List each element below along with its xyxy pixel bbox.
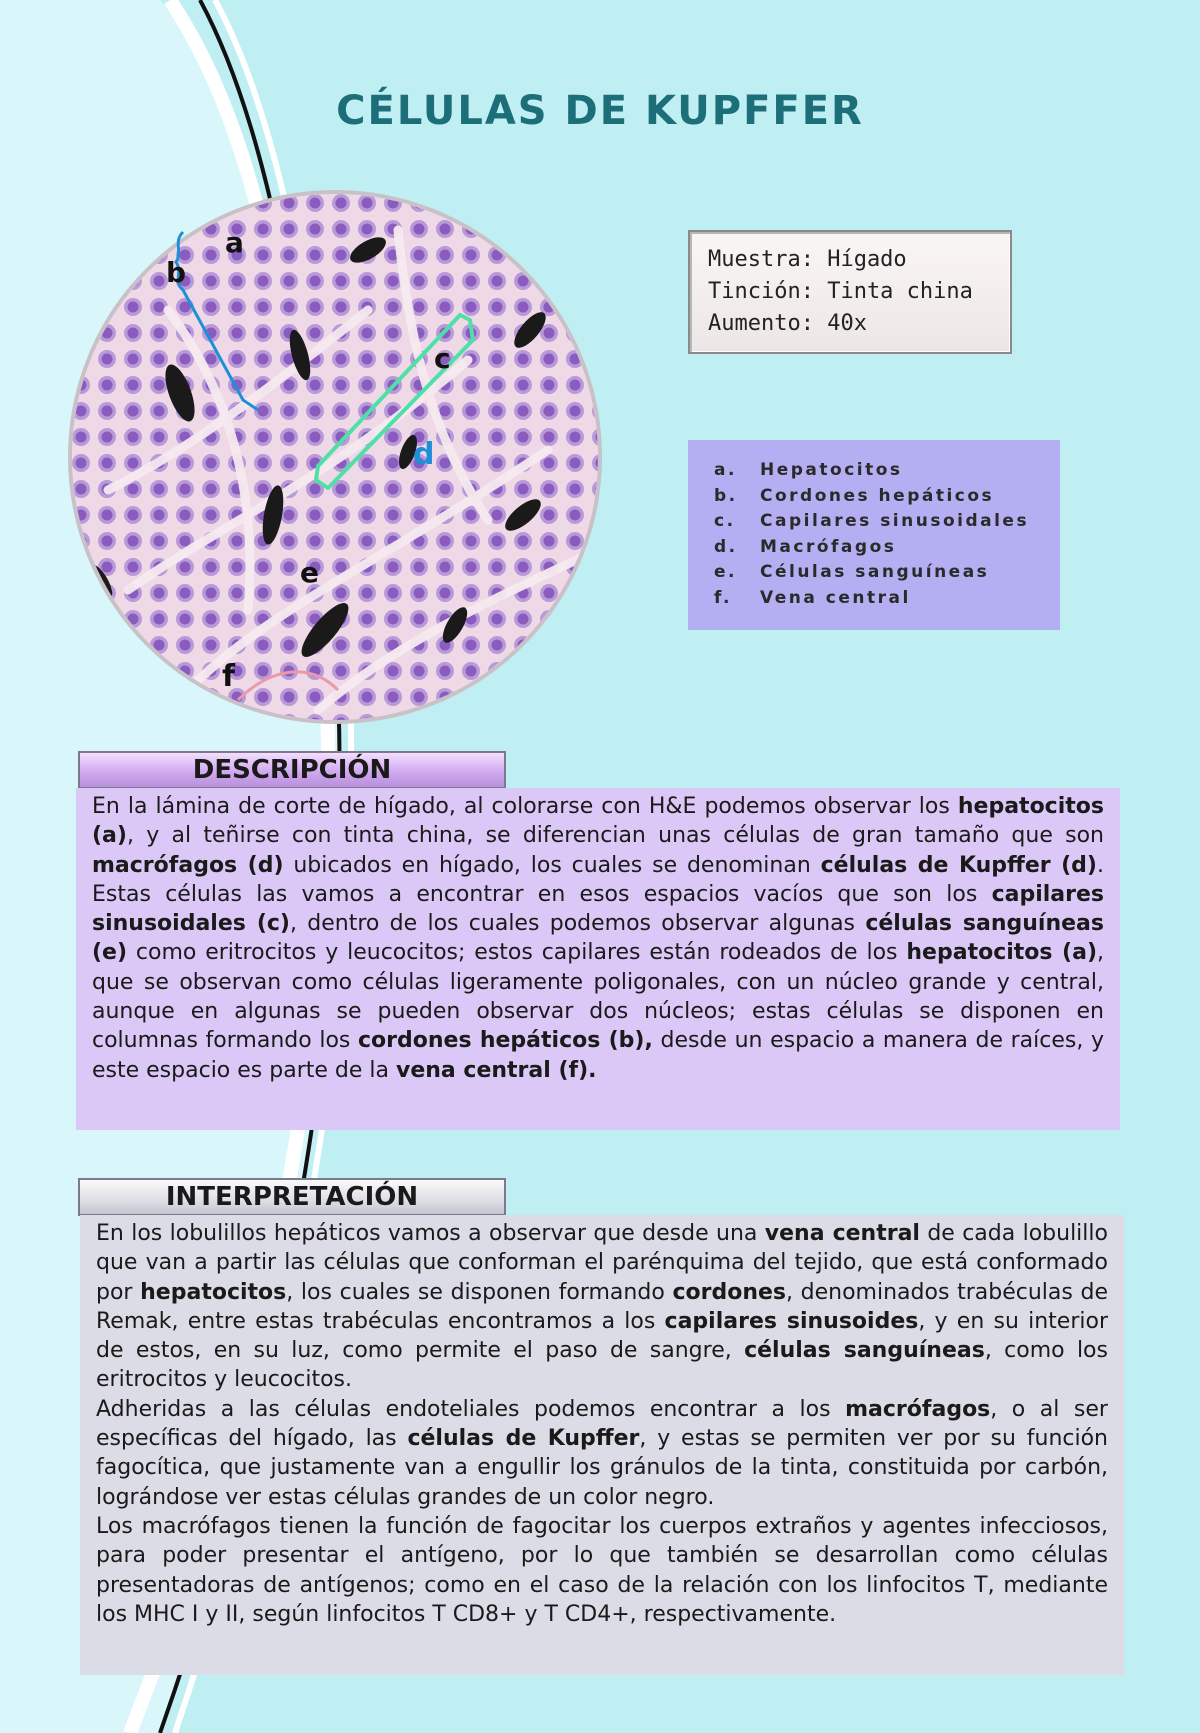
text-run: , y al teñirse con tinta china, se diferencian unas células de gran tamaño que son — [126, 823, 1104, 849]
bold-term: células de Kupffer — [407, 1426, 640, 1452]
interpretation-header: INTERPRETACIÓN — [78, 1178, 506, 1216]
bold-term: vena central (f). — [395, 1057, 597, 1083]
text-run: En los lobulillos hepáticos vamos a observar que desde una — [96, 1221, 765, 1246]
legend-key: f. — [714, 587, 732, 608]
micro-label-d: d — [413, 437, 435, 472]
description-panel — [76, 788, 1120, 1130]
legend-item — [714, 484, 1034, 510]
bold-term: células de Kupffer (d) — [820, 852, 1097, 878]
sample-stain: Tinción: Tinta china — [708, 279, 973, 304]
interpretation-paragraph-2 — [96, 1395, 1108, 1512]
legend-key: e. — [714, 562, 737, 583]
bold-term: macrófagos — [845, 1396, 991, 1422]
legend-key: c. — [714, 511, 736, 532]
legend-item — [714, 586, 1034, 612]
bold-term: células sanguíneas (e) — [92, 911, 1105, 966]
bold-term: cordones hepáticos (b), — [358, 1028, 653, 1054]
micro-label-c: c — [434, 342, 451, 375]
legend-item — [714, 560, 1034, 586]
interpretation-panel — [80, 1215, 1124, 1675]
text-run: , dentro de los cuales podemos observar algunas — [289, 911, 866, 937]
legend-key: d. — [714, 536, 738, 557]
legend-label: Vena central — [760, 587, 911, 608]
bold-term: capilares sinusoides — [664, 1308, 919, 1334]
bold-term: hepatocitos — [140, 1279, 287, 1305]
description-text — [92, 792, 1104, 1085]
text-run: , o al ser específicas del hígado, las — [96, 1396, 1108, 1452]
bold-term: capilares sinusoidales (c) — [92, 881, 1104, 937]
text-run: , como los eritrocitos y leucocitos. — [96, 1338, 1108, 1393]
bold-term: células sanguíneas — [744, 1338, 985, 1364]
text-run: En la lámina de corte de hígado, al colorarse con H&E podemos observar los — [92, 794, 958, 819]
micro-label-f: f — [222, 659, 236, 694]
interpretation-paragraph-1 — [96, 1219, 1108, 1395]
legend-key: b. — [714, 485, 738, 506]
bold-term: hepatocitos (a) — [906, 940, 1098, 966]
legend-item — [714, 535, 1034, 561]
text-run: Adheridas a las células endoteliales podemos encontrar a los — [96, 1396, 846, 1422]
text-run: como eritrocitos y leucocitos; estos capilares están rodeados de los — [127, 940, 907, 966]
text-run: , y estas se permiten ver por su función fagocítica, que justamente van a engullir los gránulos de la tinta, constituida por carbón, lográndose ver estas células grandes de un color negro. — [96, 1426, 1108, 1510]
text-run: desde un espacio a manera de raíces, y este espacio es parte de la — [92, 1028, 1104, 1083]
text-run: , los cuales se disponen formando — [286, 1279, 673, 1305]
micro-label-e: e — [300, 556, 319, 589]
text-run: . Estas células las vamos a encontrar en esos espacios vacíos que son los — [92, 852, 1104, 907]
sample-info-box — [688, 230, 1012, 354]
legend-item — [714, 509, 1034, 535]
text-run: , y en su interior de estos, en su luz, como permite el paso de sangre, — [96, 1308, 1109, 1364]
legend-item — [714, 458, 1034, 484]
description-header: DESCRIPCIÓN — [78, 751, 506, 789]
bold-term: vena central — [764, 1221, 920, 1246]
micro-label-a: a — [225, 226, 244, 259]
legend-box — [688, 440, 1060, 630]
interpretation-paragraph-3: Los macrófagos tienen la función de fagocitar los cuerpos extraños y agentes infecciosos, para poder presentar el antígeno, por lo que también se desarrollan como células presentadoras de antígenos; como en el caso de la relación con los linfocitos T, mediante los MHC I y II, según linfocitos T CD8+ y T CD4+, respectivamente. — [96, 1513, 1108, 1627]
page-title: CÉLULAS DE KUPFFER — [336, 88, 864, 134]
sample-magnification: Aumento: 40x — [708, 311, 867, 336]
legend-label: Células sanguíneas — [760, 562, 990, 583]
text-run: , denominados trabéculas de Remak, entre estas trabéculas encontramos a los — [96, 1279, 1108, 1334]
legend-key: a. — [714, 460, 737, 480]
micro-label-b: b — [166, 256, 187, 289]
bold-term: hepatocitos (a) — [92, 794, 1104, 849]
liver-micrograph — [68, 190, 602, 724]
legend-label: Macrófagos — [760, 536, 897, 557]
bold-term: macrófagos (d) — [92, 852, 284, 878]
text-run: de cada lobulillo que van a partir las células que conforman el parénquima del tejido, que está conformado por — [96, 1221, 1108, 1305]
text-run: ubicados en hígado, los cuales se denominan — [283, 852, 821, 878]
sample-organ: Muestra: Hígado — [708, 247, 907, 272]
legend-label: Hepatocitos — [760, 460, 903, 480]
legend-label: Cordones hepáticos — [760, 485, 995, 506]
bold-term: cordones — [672, 1279, 786, 1305]
text-run: , que se observan como células ligeramente poligonales, con un núcleo grande y central, aunque en algunas se pueden observar dos núcleos; estas células se disponen en columnas formando los — [92, 940, 1105, 1054]
legend-label: Capilares sinusoidales — [760, 511, 1030, 532]
